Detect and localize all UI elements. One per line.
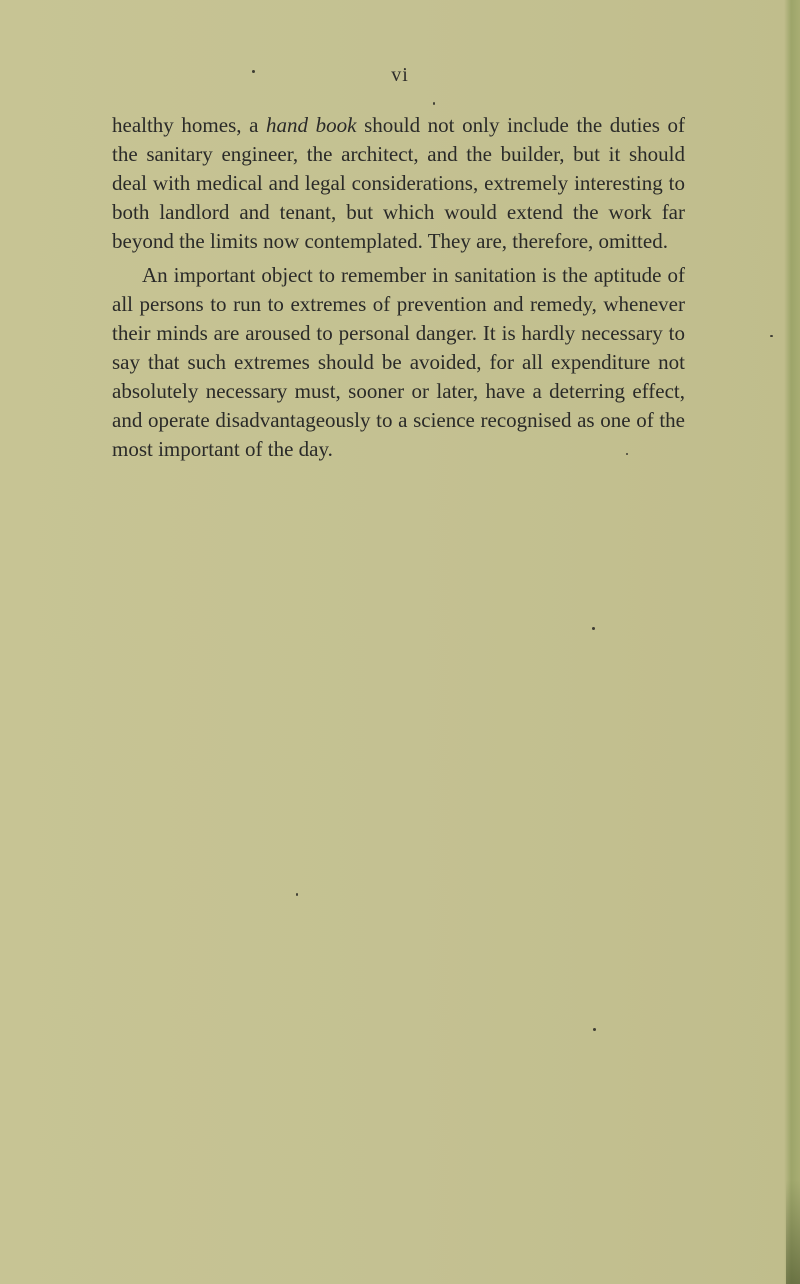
body-text [112, 111, 685, 464]
paragraph-1-rest: should not only include the duties of the sanitary engineer, the architect, and the builder, but it should deal with medical and legal considerations, extremely interesting to both landlord and tenant, but which would extend the work far beyond the limits now contemplated. They are, therefore, omitted. [112, 113, 686, 253]
paper-speck [770, 335, 773, 337]
page-edge [784, 0, 800, 1284]
paragraph-1-italic: hand book [266, 113, 357, 137]
paper-speck [626, 453, 628, 455]
paragraph-2: An important object to remember in sanitation is the aptitude of all persons to run to extremes of prevention and remedy, whenever their minds are aroused to personal danger. It is hardly necessary to say that such extremes should be avoided, for all expenditure not absolutely necessary must, sooner or later, have a deterring effect, and operate disadvantageously to a science recognised as one of the most important of the day. [112, 263, 685, 461]
page-number: vi [391, 64, 409, 86]
paper-speck [593, 1028, 596, 1031]
paragraph-1-start: healthy homes, a [112, 113, 267, 137]
page-edge-shadow [786, 1180, 800, 1284]
paper-speck [433, 102, 435, 105]
paper-speck [252, 70, 255, 73]
paper-speck [296, 893, 298, 896]
paragraph-1 [112, 111, 685, 256]
paper-speck [592, 627, 595, 630]
